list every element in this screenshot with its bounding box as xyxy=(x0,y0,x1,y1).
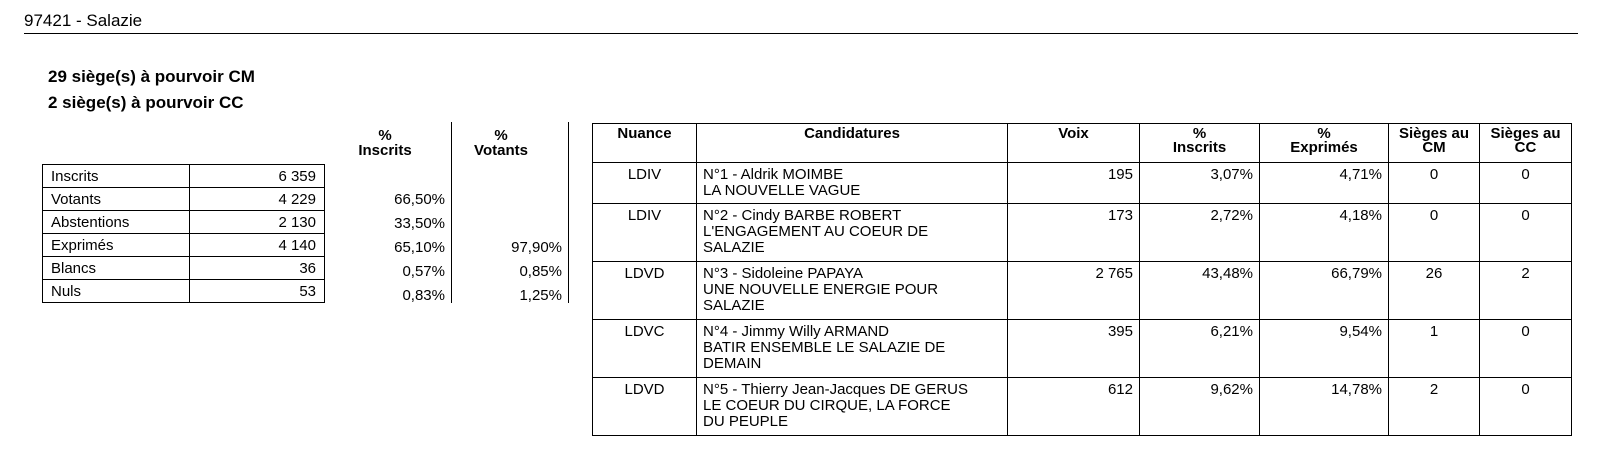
cell-pct-inscrits: 3,07% xyxy=(1140,163,1260,204)
summary-value: 4 140 xyxy=(190,234,325,257)
cell-sieges-cc: 0 xyxy=(1480,320,1572,378)
cell-pct-inscrits: 43,48% xyxy=(1140,262,1260,320)
candidates-table xyxy=(592,123,1572,436)
cell-sieges-cm: 26 xyxy=(1389,262,1480,320)
title-rule xyxy=(24,33,1578,34)
summary-label: Votants xyxy=(43,188,190,211)
cell-pct-exprimes: 4,18% xyxy=(1260,204,1389,262)
list-name-cont: SALAZIE xyxy=(703,297,765,314)
divider-1 xyxy=(451,122,452,303)
summary-label: Nuls xyxy=(43,280,190,303)
col-candidatures: Candidatures xyxy=(697,124,1008,163)
col-sieges-cc-line2: CC xyxy=(1514,139,1537,156)
table-row xyxy=(43,234,325,257)
candidate-name: N°2 - Cindy BARBE ROBERT xyxy=(703,207,902,224)
cell-sieges-cc: 0 xyxy=(1480,378,1572,436)
pct-votants-exprimes: 97,90% xyxy=(511,239,562,256)
summary-label: Abstentions xyxy=(43,211,190,234)
cell-pct-exprimes: 66,79% xyxy=(1260,262,1389,320)
list-name-cont: SALAZIE xyxy=(703,239,765,256)
commune-title: 97421 - Salazie xyxy=(24,11,143,30)
table-row xyxy=(43,165,325,188)
table-row xyxy=(43,188,325,211)
cell-nuance: LDIV xyxy=(593,163,697,204)
list-name: UNE NOUVELLE ENERGIE POUR xyxy=(703,281,939,298)
header-pct-votants xyxy=(466,128,536,158)
table-row xyxy=(593,204,1572,262)
cell-candidature xyxy=(697,163,1008,204)
cell-voix: 173 xyxy=(1008,204,1140,262)
cell-voix: 612 xyxy=(1008,378,1140,436)
pct-inscrits-exprimes: 65,10% xyxy=(394,239,445,256)
cell-candidature xyxy=(697,378,1008,436)
summary-value: 53 xyxy=(190,280,325,303)
divider-2 xyxy=(568,122,569,303)
col-sieges-cm-line1: Sièges au xyxy=(1398,125,1470,142)
pct-inscrits-blancs: 0,57% xyxy=(402,263,445,280)
col-pct-inscrits-line2: Inscrits xyxy=(1172,139,1227,156)
cell-pct-inscrits: 2,72% xyxy=(1140,204,1260,262)
col-pct-inscrits-line1: % xyxy=(1192,125,1207,142)
cell-pct-exprimes: 14,78% xyxy=(1260,378,1389,436)
cell-voix: 195 xyxy=(1008,163,1140,204)
list-name: LE COEUR DU CIRQUE, LA FORCE xyxy=(703,397,951,414)
cell-nuance: LDVD xyxy=(593,262,697,320)
candidate-name: N°4 - Jimmy Willy ARMAND xyxy=(703,323,889,340)
table-row xyxy=(593,163,1572,204)
table-row xyxy=(593,320,1572,378)
cell-nuance: LDVC xyxy=(593,320,697,378)
cell-nuance: LDIV xyxy=(593,204,697,262)
summary-value: 36 xyxy=(190,257,325,280)
list-name-cont: DEMAIN xyxy=(703,355,762,372)
col-pct-exprimes xyxy=(1260,124,1389,163)
cell-sieges-cm: 1 xyxy=(1389,320,1480,378)
cell-sieges-cc: 2 xyxy=(1480,262,1572,320)
candidate-name: N°1 - Aldrik MOIMBE xyxy=(703,166,844,183)
list-name: L'ENGAGEMENT AU COEUR DE xyxy=(703,223,929,240)
summary-label: Inscrits xyxy=(43,165,190,188)
cell-sieges-cm: 2 xyxy=(1389,378,1480,436)
header-pct-inscrits-line2: Inscrits xyxy=(358,142,412,159)
cell-pct-exprimes: 9,54% xyxy=(1260,320,1389,378)
cell-sieges-cc: 0 xyxy=(1480,163,1572,204)
col-pct-inscrits xyxy=(1140,124,1260,163)
seats-cc: 2 siège(s) à pourvoir CC xyxy=(48,93,244,112)
summary-label: Exprimés xyxy=(43,234,190,257)
table-row xyxy=(593,262,1572,320)
pct-inscrits-votants: 66,50% xyxy=(394,191,445,208)
summary-value: 2 130 xyxy=(190,211,325,234)
header-pct-inscrits-line1: % xyxy=(378,127,392,144)
candidate-name: N°3 - Sidoleine PAPAYA xyxy=(703,265,863,282)
col-pct-exprimes-line1: % xyxy=(1317,125,1331,142)
list-name: BATIR ENSEMBLE LE SALAZIE DE xyxy=(703,339,946,356)
summary-label: Blancs xyxy=(43,257,190,280)
col-sieges-cm xyxy=(1389,124,1480,163)
table-row xyxy=(43,280,325,303)
cell-pct-exprimes: 4,71% xyxy=(1260,163,1389,204)
seats-cm: 29 siège(s) à pourvoir CM xyxy=(48,67,255,86)
summary-table xyxy=(42,164,325,303)
cell-sieges-cm: 0 xyxy=(1389,163,1480,204)
cell-sieges-cc: 0 xyxy=(1480,204,1572,262)
col-sieges-cc xyxy=(1480,124,1572,163)
cell-voix: 2 765 xyxy=(1008,262,1140,320)
list-name: LA NOUVELLE VAGUE xyxy=(703,182,861,199)
header-pct-votants-line1: % xyxy=(494,127,508,144)
summary-value: 6 359 xyxy=(190,165,325,188)
list-name-cont: DU PEUPLE xyxy=(703,413,789,430)
pct-inscrits-nuls: 0,83% xyxy=(402,287,445,304)
cell-candidature xyxy=(697,204,1008,262)
table-row xyxy=(593,378,1572,436)
summary-value: 4 229 xyxy=(190,188,325,211)
cell-candidature xyxy=(697,262,1008,320)
col-sieges-cm-line2: CM xyxy=(1422,139,1446,156)
pct-votants-blancs: 0,85% xyxy=(519,263,562,280)
cell-sieges-cm: 0 xyxy=(1389,204,1480,262)
header-pct-votants-line2: Votants xyxy=(474,142,528,159)
cell-voix: 395 xyxy=(1008,320,1140,378)
cell-candidature xyxy=(697,320,1008,378)
table-row xyxy=(43,257,325,280)
col-sieges-cc-line1: Sièges au xyxy=(1490,125,1561,142)
table-row xyxy=(43,211,325,234)
col-nuance: Nuance xyxy=(593,124,697,163)
cell-pct-inscrits: 9,62% xyxy=(1140,378,1260,436)
header-pct-inscrits xyxy=(350,128,420,158)
pct-votants-nuls: 1,25% xyxy=(519,287,562,304)
cell-nuance: LDVD xyxy=(593,378,697,436)
cell-pct-inscrits: 6,21% xyxy=(1140,320,1260,378)
pct-inscrits-abstentions: 33,50% xyxy=(394,215,445,232)
table-header-row xyxy=(593,124,1572,163)
col-voix: Voix xyxy=(1008,124,1140,163)
candidate-name: N°5 - Thierry Jean-Jacques DE GERUS xyxy=(703,381,968,398)
col-pct-exprimes-line2: Exprimés xyxy=(1290,139,1358,156)
